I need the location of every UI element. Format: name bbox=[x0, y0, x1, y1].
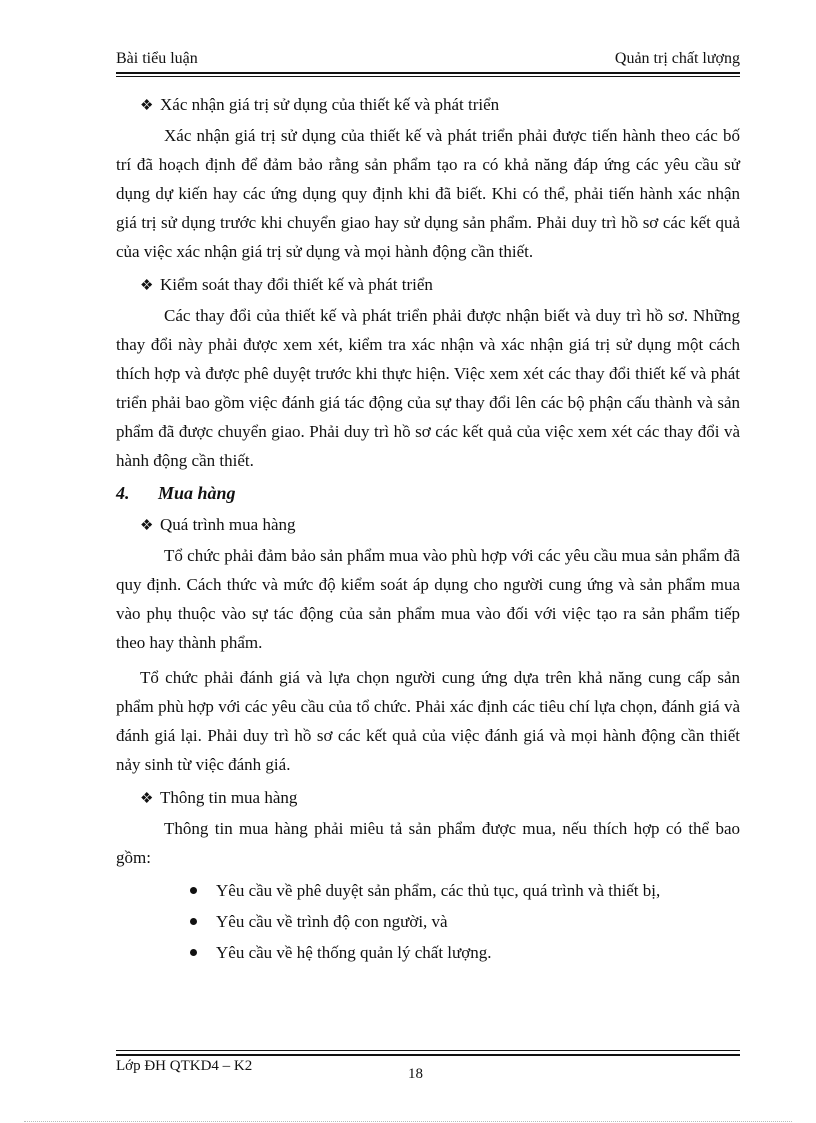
paragraph: Tổ chức phải đảm bảo sản phẩm mua vào phù hợp với các yêu cầu mua sản phẩm đã quy định. Cách thức và mức độ kiểm soát áp dụng cho người cung ứng và sản phẩm mua vào phụ thuộc vào sự tác động của sản phẩm mua vào đối với việc tạo ra sản phẩm tiếp theo hay thành phẩm. bbox=[116, 546, 740, 652]
subheading-purchasing-info bbox=[116, 783, 740, 814]
diamond-bullet-icon: ❖ bbox=[140, 791, 154, 807]
subheading-text: Thông tin mua hàng bbox=[160, 788, 298, 807]
footer-rule-thick bbox=[116, 1054, 740, 1056]
subheading-change-control bbox=[116, 270, 740, 301]
list-item: Yêu cầu về trình độ con người, và bbox=[188, 907, 740, 936]
section-title: Mua hàng bbox=[158, 483, 236, 503]
paragraph: Tổ chức phải đánh giá và lựa chọn người cung ứng dựa trên khả năng cung cấp sản phẩm phù hợp với các yêu cầu của tổ chức. Phải xác định các tiêu chí lựa chọn, đánh giá và đánh giá lại. Phải duy trì hồ sơ các kết quả của việc đánh giá và mọi hành động cần thiết nảy sinh từ việc đánh giá. bbox=[116, 668, 740, 774]
paragraph: Các thay đổi của thiết kế và phát triển phải được nhận biết và duy trì hồ sơ. Những thay đổi này phải được xem xét, kiểm tra xác nhận và xác nhận giá trị sử dụng một cách thích hợp và được phê duyệt trước khi thực hiện. Việc xem xét các thay đổi thiết kế và phát triển phải bao gồm việc đánh giá tác động của sự thay đổi lên các bộ phận cấu thành và sản phẩm đã được chuyển giao. Phải duy trì hồ sơ các kết quả của việc xem xét các thay đổi và hành động cần thiết. bbox=[116, 306, 740, 470]
subheading-purchasing-process bbox=[116, 510, 740, 541]
header-right-text: Quản trị chất lượng bbox=[614, 50, 740, 67]
list-item: Yêu cầu về hệ thống quản lý chất lượng. bbox=[188, 938, 740, 967]
round-bullet-icon bbox=[190, 949, 197, 956]
diamond-bullet-icon: ❖ bbox=[140, 518, 154, 534]
requirement-list bbox=[116, 876, 740, 967]
footer-rule-thin bbox=[116, 1050, 740, 1051]
paragraph: Xác nhận giá trị sử dụng của thiết kế và phát triển phải được tiến hành theo các bố trí đã hoạch định để đảm bảo rằng sản phẩm tạo ra có khả năng đáp ứng các yêu cầu sử dụng dự kiến hay các ứng dụng quy định khi đã biết. Khi có thể, phải tiến hành xác nhận giá trị sử dụng trước khi chuyển giao hay sử dụng sản phẩm. Phải duy trì hồ sơ các kết quả của việc xác nhận giá trị sử dụng và mọi hành động cần thiết. bbox=[116, 126, 740, 261]
section-number: 4. bbox=[116, 483, 130, 503]
section-heading bbox=[116, 479, 740, 508]
header-left-text: Bài tiểu luận bbox=[116, 50, 198, 67]
subheading-validation bbox=[116, 90, 740, 121]
header-rule-thin bbox=[116, 76, 740, 77]
paragraph: Thông tin mua hàng phải miêu tả sản phẩm được mua, nếu thích hợp có thể bao gồm: bbox=[116, 819, 740, 867]
diamond-bullet-icon: ❖ bbox=[140, 98, 154, 114]
header-rule-thick bbox=[116, 72, 740, 74]
page-number: 18 bbox=[408, 1066, 423, 1082]
diamond-bullet-icon: ❖ bbox=[140, 278, 154, 294]
footer-class-text: Lớp ĐH QTKD4 – K2 bbox=[116, 1058, 253, 1074]
subheading-text: Xác nhận giá trị sử dụng của thiết kế và phát triển bbox=[160, 95, 500, 114]
page-header bbox=[116, 48, 740, 70]
page-bottom-border bbox=[24, 1121, 792, 1122]
list-item: Yêu cầu về phê duyệt sản phẩm, các thủ tục, quá trình và thiết bị, bbox=[188, 876, 740, 905]
subheading-text: Quá trình mua hàng bbox=[160, 515, 296, 534]
subheading-text: Kiểm soát thay đổi thiết kế và phát triển bbox=[160, 275, 433, 294]
document-body bbox=[116, 90, 740, 969]
round-bullet-icon bbox=[190, 887, 197, 894]
round-bullet-icon bbox=[190, 918, 197, 925]
